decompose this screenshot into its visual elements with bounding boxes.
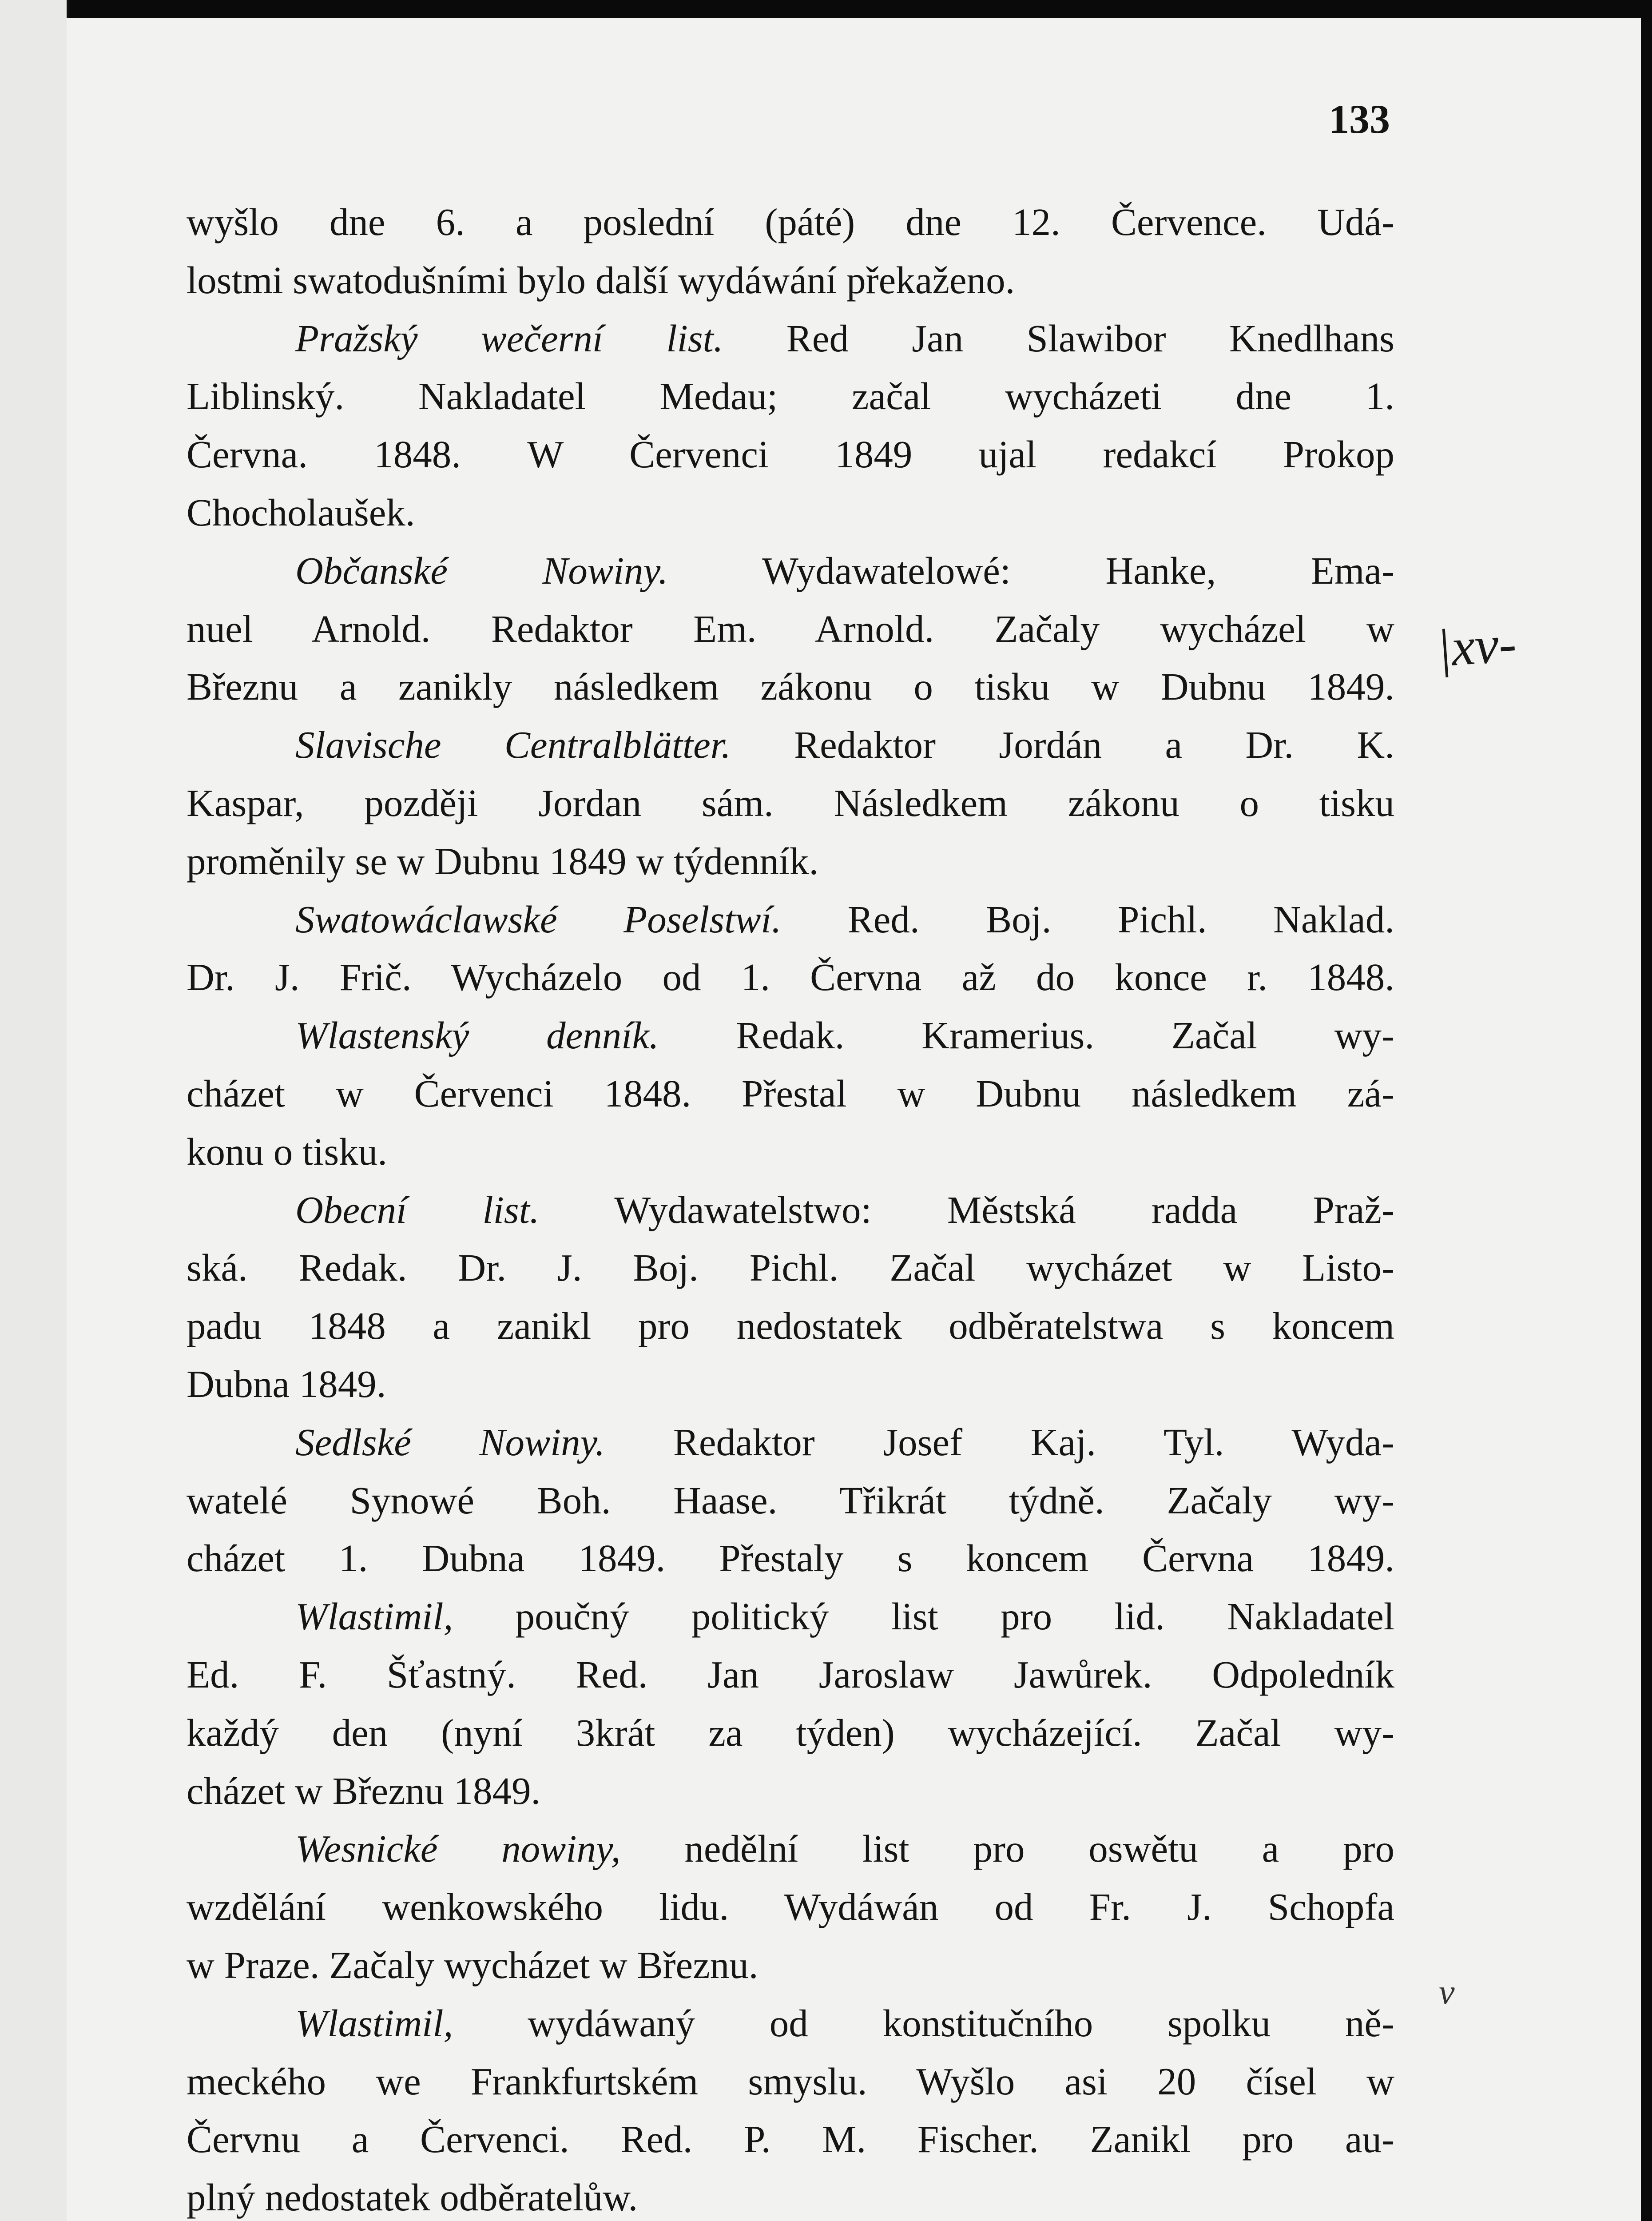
- periodical-title: Obecní list.: [295, 1188, 540, 1231]
- text-line: watelé Synowé Boh. Haase. Třikrát týdně. Začaly wy-: [187, 1478, 1394, 1522]
- entry-heading-line: Wlastimil, wydáwaný od konstitučního spolku ně-: [295, 2001, 1394, 2045]
- entry-heading-line: Slavische Centralblätter. Redaktor Jordán a Dr. K.: [295, 723, 1394, 767]
- entry-heading-line: Wesnické nowiny, nedělní list pro oswětu a pro: [295, 1827, 1394, 1871]
- margin-handwritten-note: |xv-: [1434, 613, 1518, 678]
- text-line: nuel Arnold. Redaktor Em. Arnold. Začaly wycházel w: [187, 607, 1394, 650]
- periodical-title: Wlastenský denník.: [295, 1014, 659, 1057]
- text-line: wzdělání wenkowského lidu. Wydáwán od Fr. J. Schopfa: [187, 1885, 1394, 1929]
- text-line: Ed. F. Šťastný. Red. Jan Jaroslaw Jawůrek. Odpoledník: [187, 1652, 1394, 1696]
- text-line: Červnа. 1848. W Červenci 1849 ujal redakcí Prokop: [187, 433, 1394, 476]
- text-line: Červnu a Červenci. Red. P. M. Fischer. Zanikl pro au-: [187, 2118, 1394, 2161]
- text-line: konu o tisku.: [187, 1130, 387, 1173]
- periodical-title: Sedlské Nowiny.: [295, 1420, 605, 1464]
- text-line: cházet w Březnu 1849.: [187, 1769, 541, 1812]
- periodical-title: Wlastimil,: [295, 2001, 453, 2045]
- periodical-title: Pražský wečerní list.: [295, 316, 723, 360]
- body-text: [187, 193, 1394, 2221]
- entry-heading-line: Wlastimil, poučný politický list pro lid. Nakladatel: [295, 1595, 1394, 1638]
- page-number: 133: [1329, 96, 1390, 142]
- periodical-title: Swatowáclawské Poselstwí.: [295, 897, 782, 941]
- text-line: Kaspar, později Jordan sám. Následkem zákonu o tisku: [187, 781, 1394, 824]
- entry-heading-line: Swatowáclawské Poselstwí. Red. Boj. Pichl. Naklad.: [295, 897, 1394, 941]
- entry-heading-line: Obecní list. Wydawatelstwo: Městská radda Praž-: [295, 1188, 1394, 1231]
- entry-heading-line: Wlastenský denník. Redak. Kramerius. Začal wy-: [295, 1014, 1394, 1057]
- periodical-title: Občanské Nowiny.: [295, 549, 668, 592]
- text-line: cházet 1. Dubna 1849. Přestaly s koncem Červnа 1849.: [187, 1536, 1394, 1580]
- left-page-edge: [0, 0, 69, 2221]
- periodical-title: Slavische Centralblätter.: [295, 723, 731, 767]
- periodical-title: Wesnické nowiny,: [295, 1827, 621, 1871]
- text-line: Dubna 1849.: [187, 1362, 386, 1405]
- text-line: lostmi swatodušními bylo další wydáwání překaženo.: [187, 258, 1015, 302]
- text-line: Březnu a zanikly následkem zákonu o tisku w Dubnu 1849.: [187, 665, 1394, 708]
- text-line: plný nedostatek odběratelůw.: [187, 2176, 638, 2219]
- text-line: proměnily se w Dubnu 1849 w týdenník.: [187, 839, 819, 883]
- text-line: každý den (nyní 3krát za týden) wycházející. Začal wy-: [187, 1711, 1394, 1754]
- text-line: wyšlo dne 6. a poslední (páté) dne 12. Července. Udá-: [187, 200, 1394, 243]
- text-line: padu 1848 a zanikl pro nedostatek odběratelstwa s koncem: [187, 1304, 1394, 1348]
- entry-heading-line: Pražský wečerní list. Red Jan Slawibor Knedlhans: [295, 316, 1394, 360]
- text-line: ská. Redak. Dr. J. Boj. Pichl. Začal wycházet w Listo-: [187, 1246, 1394, 1290]
- text-line: meckého we Frankfurtském smyslu. Wyšlo asi 20 čísel w: [187, 2059, 1394, 2103]
- text-line: cházet w Červenci 1848. Přestal w Dubnu následkem zá-: [187, 1071, 1394, 1115]
- entry-heading-line: Občanské Nowiny. Wydawatelowé: Hanke, Ema-: [295, 549, 1394, 592]
- text-line: Dr. J. Frič. Wycházelo od 1. Červnа až do konce r. 1848.: [187, 955, 1394, 999]
- entry-heading-line: Sedlské Nowiny. Redaktor Josef Kaj. Tyl. Wyda-: [295, 1420, 1394, 1464]
- text-line: Liblinský. Nakladatel Medau; začal wycházeti dne 1.: [187, 374, 1394, 418]
- margin-pencil-mark: v: [1439, 1973, 1455, 2012]
- text-line: w Praze. Začaly wycházet w Březnu.: [187, 1943, 758, 1986]
- periodical-title: Wlastimil,: [295, 1595, 453, 1638]
- text-line: Chocholaušek.: [187, 490, 415, 534]
